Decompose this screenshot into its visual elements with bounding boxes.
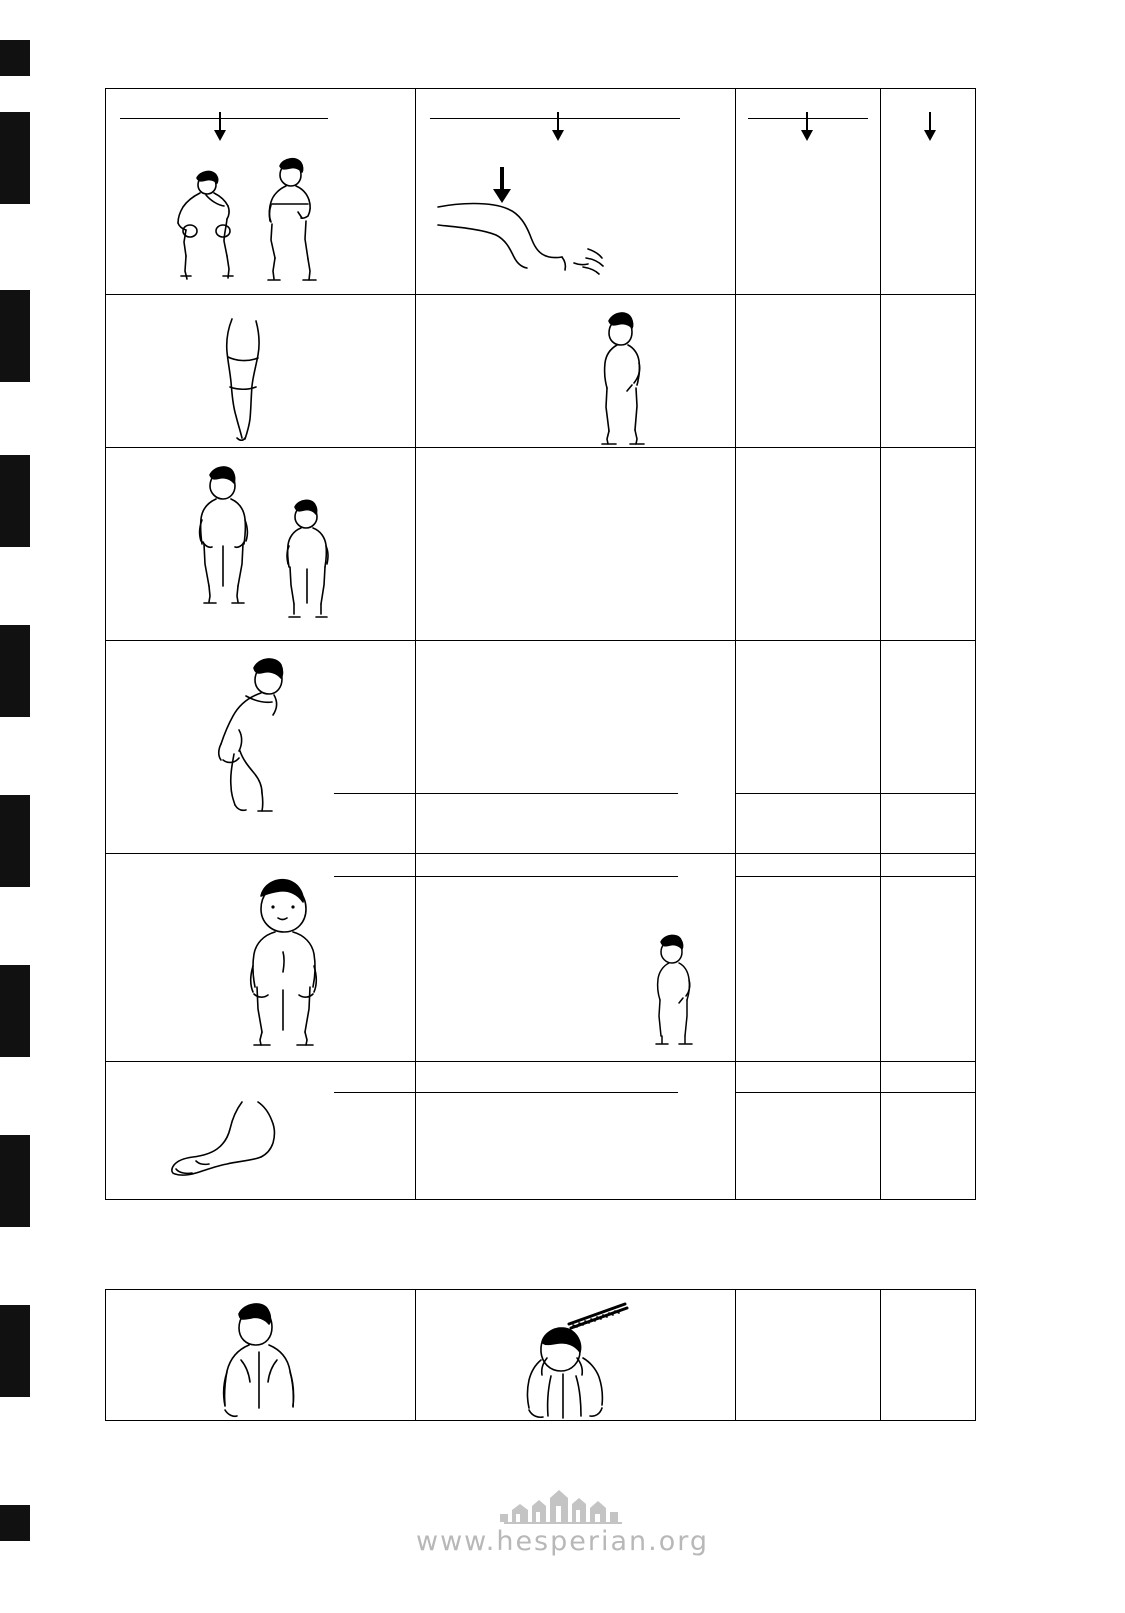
main-table [105, 88, 976, 1200]
cell-rule-4-2b [416, 793, 678, 794]
cell-rule-6-2 [416, 1092, 678, 1093]
cell-4-2 [416, 641, 736, 854]
bottom-cell-4 [881, 1290, 976, 1421]
figure-small-child-standing-side-view [646, 932, 706, 1047]
cell-3-1 [106, 448, 416, 641]
bottom-cell-3 [736, 1290, 881, 1421]
cell-rule-5-2 [416, 876, 678, 877]
cell-3-3 [736, 448, 881, 641]
figure-leg-pointed-toe [214, 317, 274, 442]
footer-url-text[interactable]: www.hesperian.org [415, 1526, 710, 1557]
figure-person-bending-with-stick-on-back [521, 1298, 641, 1423]
figure-child-standing-side-view [586, 307, 666, 447]
cell-6-2 [416, 1062, 736, 1200]
footer [0, 1488, 1125, 1557]
bottom-table [105, 1289, 976, 1421]
cell-rule-5-1 [334, 876, 416, 877]
table-row [106, 641, 976, 854]
table-row [106, 89, 976, 295]
table-row [106, 1290, 976, 1421]
cell-rule-6-4 [881, 1092, 976, 1093]
cell-4-1 [106, 641, 416, 854]
cell-5-4 [881, 854, 976, 1062]
cell-4-4 [881, 641, 976, 854]
cell-rule-6-1 [334, 1092, 416, 1093]
cell-6-4 [881, 1062, 976, 1200]
figure-leg-with-foot-motion-lines [436, 197, 616, 277]
cell-6-3 [736, 1062, 881, 1200]
figure-child-standing-with-stick [246, 149, 341, 284]
down-arrow-icon [213, 112, 227, 142]
cell-1-1 [106, 89, 416, 295]
cell-2-1 [106, 295, 416, 448]
bottom-cell-2 [416, 1290, 736, 1421]
cell-4-3 [736, 641, 881, 854]
figure-toddler-standing-front-view [231, 874, 336, 1049]
cell-2-3 [736, 295, 881, 448]
cell-rule-4-2 [334, 793, 416, 794]
cell-rule-4-4 [881, 793, 976, 794]
cell-5-2 [416, 854, 736, 1062]
cell-rule-6-3 [736, 1092, 881, 1093]
hesperian-village-logo [498, 1488, 628, 1524]
cell-1-3 [736, 89, 881, 295]
cell-rule-4-3 [736, 793, 881, 794]
cell-3-2 [416, 448, 736, 641]
table-row [106, 1062, 976, 1200]
cell-2-4 [881, 295, 976, 448]
cell-3-4 [881, 448, 976, 641]
down-arrow-icon [551, 112, 565, 142]
cell-rule-5-4 [881, 876, 976, 877]
bottom-cell-1 [106, 1290, 416, 1421]
table-row [106, 295, 976, 448]
down-arrow-icon [800, 112, 814, 142]
cell-5-1 [106, 854, 416, 1062]
down-arrow-icon [923, 112, 937, 142]
figure-child-walking-leaning-forward [206, 651, 306, 816]
table-row [106, 448, 976, 641]
figure-child-standing-back-view-tall [186, 462, 266, 607]
figure-child-standing-back-view-small [274, 496, 344, 621]
cell-2-2 [416, 295, 736, 448]
figure-person-standing-back-view [211, 1300, 321, 1422]
cell-6-1 [106, 1062, 416, 1200]
table-row [106, 854, 976, 1062]
cell-5-3 [736, 854, 881, 1062]
cell-rule-5-3 [736, 876, 881, 877]
cell-1-2 [416, 89, 736, 295]
cell-1-4 [881, 89, 976, 295]
figure-foot-side-view [164, 1100, 294, 1180]
